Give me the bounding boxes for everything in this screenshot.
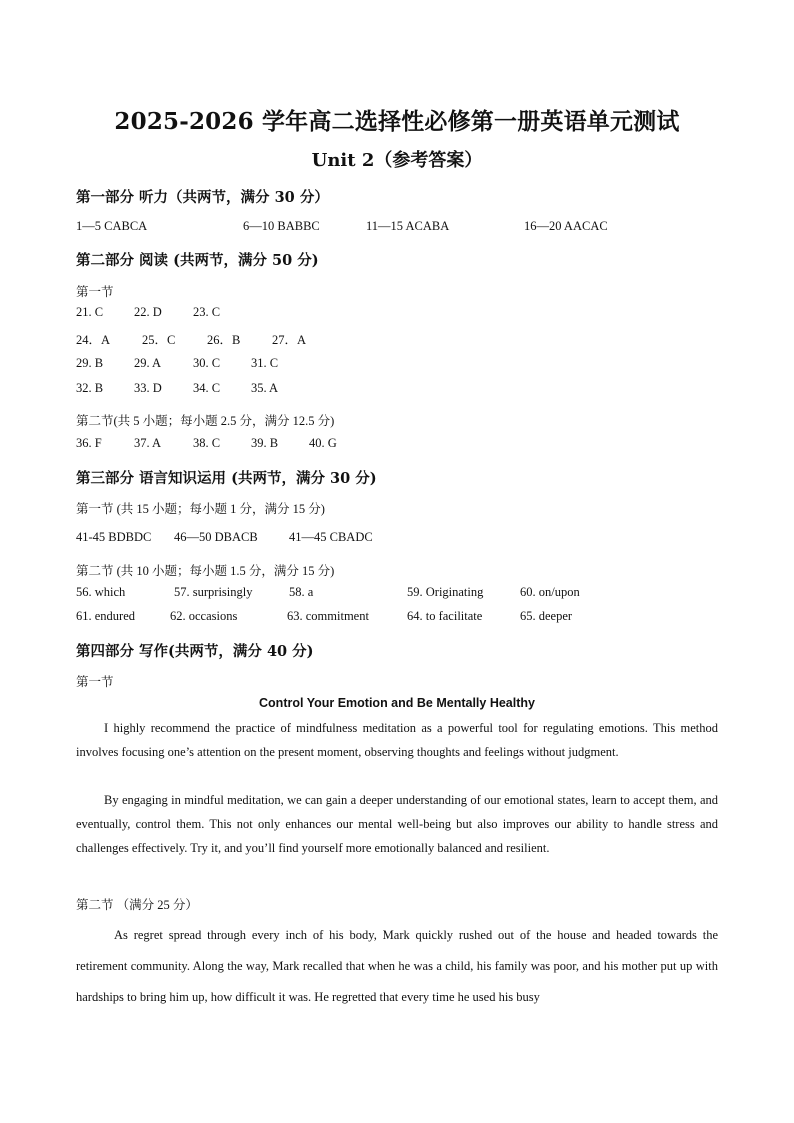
part4-sec1-label: 第一节: [76, 675, 114, 689]
answer-item: 30. C: [193, 356, 221, 370]
answer-item: 57. surprisingly: [174, 585, 253, 599]
answer-row: [0, 585, 794, 601]
page-title: 2025-2026 学年高二选择性必修第一册英语单元测试: [114, 108, 680, 135]
answer-item: 60. on/upon: [520, 585, 580, 599]
answer-item: 26．B: [207, 333, 241, 347]
answer-item: 31. C: [251, 356, 279, 370]
answer-item: 61. endured: [76, 609, 136, 623]
answer-group: 41-45 BDBDC: [76, 530, 152, 544]
answer-item: 36. F: [76, 436, 102, 450]
answer-item: 33. D: [134, 381, 162, 395]
part4-heading: 第四部分 写作(共两节，满分 40 分): [76, 643, 314, 660]
answer-group: 16—20 AACAC: [524, 219, 608, 233]
answer-item: 58. a: [289, 585, 314, 599]
part3-sec2-label: 第二节 (共 10 小题；每小题 1.5 分，满分 15 分): [76, 564, 335, 578]
answer-item: 27．A: [272, 333, 307, 347]
essay-paragraph: By engaging in mindful meditation, we can gain a deeper understanding of our emotional states, learn to accept them, and eventually, control them. This not only enhances our mental well-being but also improves our ability to handle stress and challenges effectively. Try it, and you’ll find yourself more emotionally balanced and resilient.: [76, 793, 718, 855]
answer-item: 37. A: [134, 436, 162, 450]
essay-title: Control Your Emotion and Be Mentally Healthy: [259, 696, 535, 710]
answer-item: 62. occasions: [170, 609, 238, 623]
answer-row: [0, 609, 794, 625]
answer-item: 21. C: [76, 305, 104, 319]
answer-item: 29. A: [134, 356, 162, 370]
answer-item: 63. commitment: [287, 609, 369, 623]
answer-group: 46—50 DBACB: [174, 530, 258, 544]
part2-sec1-label: 第一节: [76, 285, 114, 299]
answer-row: [0, 356, 794, 372]
answer-item: 39. B: [251, 436, 279, 450]
answer-row: [0, 330, 794, 346]
answer-item: 22. D: [134, 305, 162, 319]
part3-heading: 第三部分 语言知识运用 (共两节，满分 30 分): [76, 470, 377, 487]
answer-item: 34. C: [193, 381, 221, 395]
answer-row: [0, 305, 794, 321]
answer-item: 38. C: [193, 436, 221, 450]
answer-item: 64. to facilitate: [407, 609, 483, 623]
answer-row: [0, 436, 794, 452]
part1-answers: [0, 219, 794, 235]
part2-sec2-label: 第二节(共 5 小题；每小题 2.5 分，满分 12.5 分): [76, 414, 335, 428]
part1-heading: 第一部分 听力（共两节，满分 30 分）: [76, 189, 329, 206]
answer-item: 59. Originating: [407, 585, 484, 599]
part3-sec1-label: 第一节 (共 15 小题；每小题 1 分，满分 15 分): [76, 502, 325, 516]
answer-row: [0, 381, 794, 397]
answer-item: 25．C: [142, 333, 176, 347]
continuation-paragraph: As regret spread through every inch of his body, Mark quickly rushed out of the house and headed towards the retirement community. Along the way, Mark recalled that when he was a child, his family was poor, and his mother put up with hardships to bring him up, how difficult it was. He regretted that every time he used his busy: [76, 928, 718, 1004]
answer-item: 23. C: [193, 305, 221, 319]
answer-item: 56. which: [76, 585, 126, 599]
answer-row: [0, 530, 794, 546]
answer-item: 35. A: [251, 381, 279, 395]
answer-group: 6—10 BABBC: [243, 219, 320, 233]
answer-item: 32. B: [76, 381, 104, 395]
answer-item: 40. G: [309, 436, 337, 450]
answer-item: 29. B: [76, 356, 104, 370]
essay-paragraph: I highly recommend the practice of mindfulness meditation as a powerful tool for regulating emotions. This method involves focusing one’s attention on the present moment, observing thoughts and feelings without judgment.: [76, 721, 718, 759]
part4-sec2-label: 第二节 （满分 25 分）: [76, 898, 198, 912]
answer-group: 1—5 CABCA: [76, 219, 148, 233]
part2-heading: 第二部分 阅读 (共两节，满分 50 分): [76, 252, 319, 269]
answer-item: 24．A: [76, 333, 111, 347]
answer-item: 65. deeper: [520, 609, 573, 623]
answer-group: 11—15 ACABA: [366, 219, 450, 233]
answer-group: 41—45 CBADC: [289, 530, 373, 544]
page-subtitle: Unit 2（参考答案）: [311, 150, 483, 171]
